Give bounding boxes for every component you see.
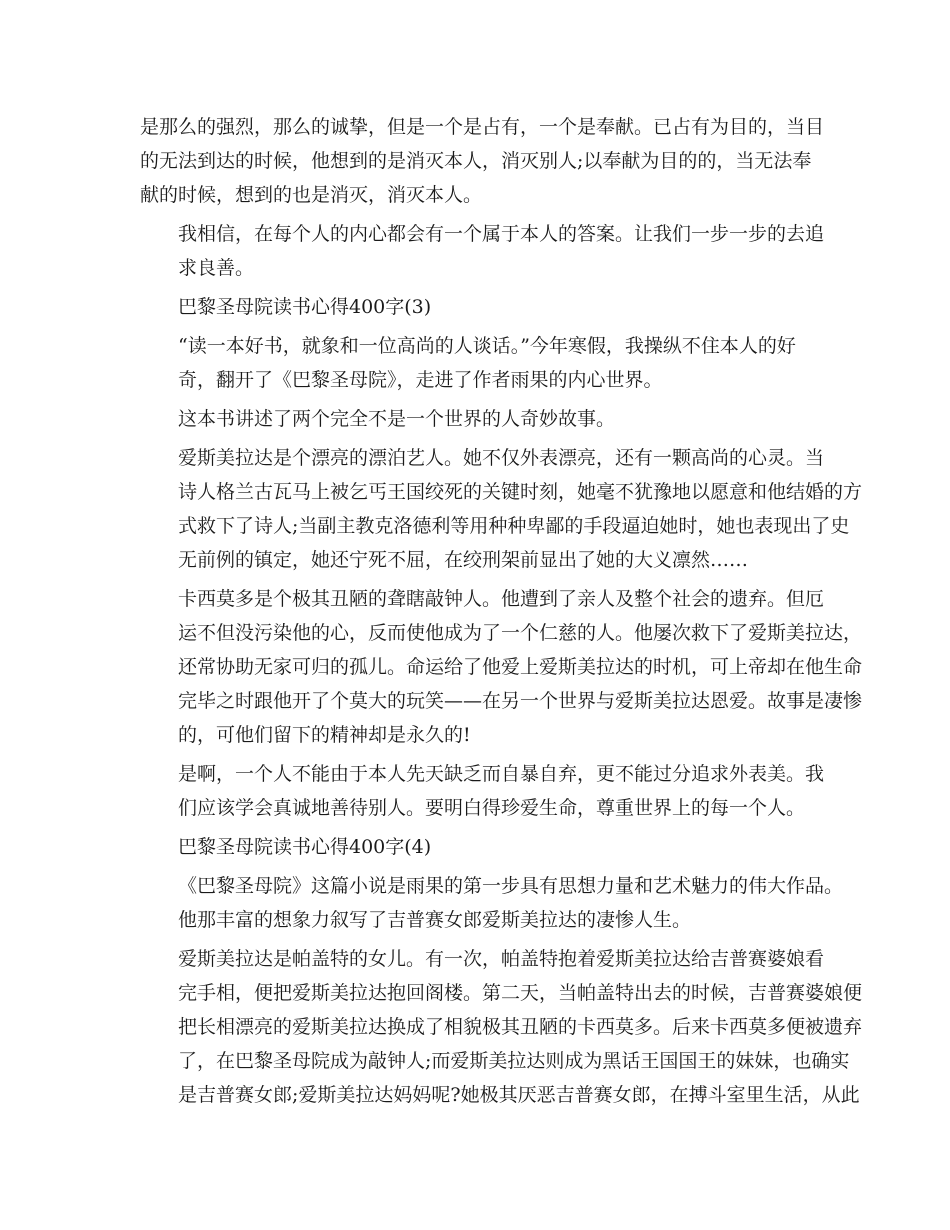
paragraph: [140, 869, 844, 937]
body-text: [140, 110, 863, 1112]
paragraph: [140, 942, 863, 1112]
text-line: “读一本好书，就象和一位高尚的人谈话。”今年寒假，我操纵不住本人的好: [178, 335, 796, 357]
text-line: 爱斯美拉达是帕盖特的女儿。有一次，帕盖特抱着爱斯美拉达给吉普赛婆娘看: [178, 948, 825, 970]
paragraph: [140, 402, 810, 436]
text-line: 运不但没污染他的心，反而使他成为了一个仁慈的人。他屡次救下了爱斯美拉达，: [178, 622, 863, 644]
text-line: 《巴黎圣母院》这篇小说是雨果的第一步具有思想力量和艺术魅力的伟大作品。: [178, 875, 844, 897]
text-line: 无前例的镇定，她还宁死不屈，在绞刑架前显出了她的大义凛然……: [178, 549, 749, 571]
paragraph: [140, 217, 825, 285]
text-line: 奇，翻开了《巴黎圣母院》，走进了作者雨果的内心世界。: [178, 369, 663, 391]
text-line: 们应该学会真诚地善待别人。要明白得珍爱生命，尊重世界上的每一个人。: [178, 797, 806, 819]
text-line: 献的时候，想到的也是消灭，消灭本人。: [140, 184, 483, 206]
text-line: 是吉普赛女郎;爱斯美拉达妈妈呢?她极其厌恶吉普赛女郎，在搏斗室里生活，从此: [178, 1084, 860, 1106]
paragraph: [140, 110, 825, 212]
text-line: 的，可他们留下的精神却是永久的!: [178, 724, 471, 746]
paragraph: [140, 582, 863, 752]
text-line: 他那丰富的想象力叙写了吉普赛女郎爱斯美拉达的凄惨人生。: [178, 909, 692, 931]
text-line: 诗人格兰古瓦马上被乞丐王国绞死的关键时刻，她毫不犹豫地以愿意和他结婚的方: [178, 481, 863, 503]
text-line: 巴黎圣母院读书心得400字(4): [178, 836, 432, 858]
paragraph: [140, 757, 825, 825]
text-line: 式救下了诗人;当副主教克洛德利等用种种卑鄙的手段逼迫她时，她也表现出了史: [178, 515, 850, 537]
text-line: 卡西莫多是个极其丑陋的聋瞎敲钟人。他遭到了亲人及整个社会的遗弃。但厄: [178, 588, 825, 610]
paragraph: [140, 290, 810, 324]
text-line: 还常协助无家可归的孤儿。命运给了他爱上爱斯美拉达的时机，可上帝却在他生命: [178, 656, 863, 678]
text-line: 了，在巴黎圣母院成为敲钟人;而爱斯美拉达则成为黑话王国国王的妹妹，也确实: [178, 1050, 850, 1072]
text-line: 这本书讲述了两个完全不是一个世界的人奇妙故事。: [178, 408, 616, 430]
text-line: 是啊，一个人不能由于本人先天缺乏而自暴自弃，更不能过分追求外表美。我: [178, 763, 825, 785]
text-line: 我相信，在每个人的内心都会有一个属于本人的答案。让我们一步一步的去追: [178, 223, 825, 245]
text-line: 完手相，便把爱斯美拉达抱回阁楼。第二天，当帕盖特出去的时候，吉普赛婆娘便: [178, 982, 863, 1004]
paragraph: [140, 329, 810, 397]
text-line: 是那么的强烈，那么的诚挚，但是一个是占有，一个是奉献。已占有为目的，当目: [140, 116, 825, 138]
paragraph: [140, 830, 810, 864]
text-line: 的无法到达的时候，他想到的是消灭本人，消灭别人;以奉献为目的的，当无法奉: [140, 150, 812, 172]
text-line: 求良善。: [178, 257, 255, 279]
paragraph: [140, 441, 863, 577]
text-line: 巴黎圣母院读书心得400字(3): [178, 296, 432, 318]
text-line: 爱斯美拉达是个漂亮的漂泊艺人。她不仅外表漂亮，还有一颗高尚的心灵。当: [178, 447, 825, 469]
text-line: 把长相漂亮的爱斯美拉达换成了相貌极其丑陋的卡西莫多。后来卡西莫多便被遗弃: [178, 1016, 863, 1038]
text-line: 完毕之时跟他开了个莫大的玩笑——在另一个世界与爱斯美拉达恩爱。故事是凄惨: [178, 690, 863, 712]
